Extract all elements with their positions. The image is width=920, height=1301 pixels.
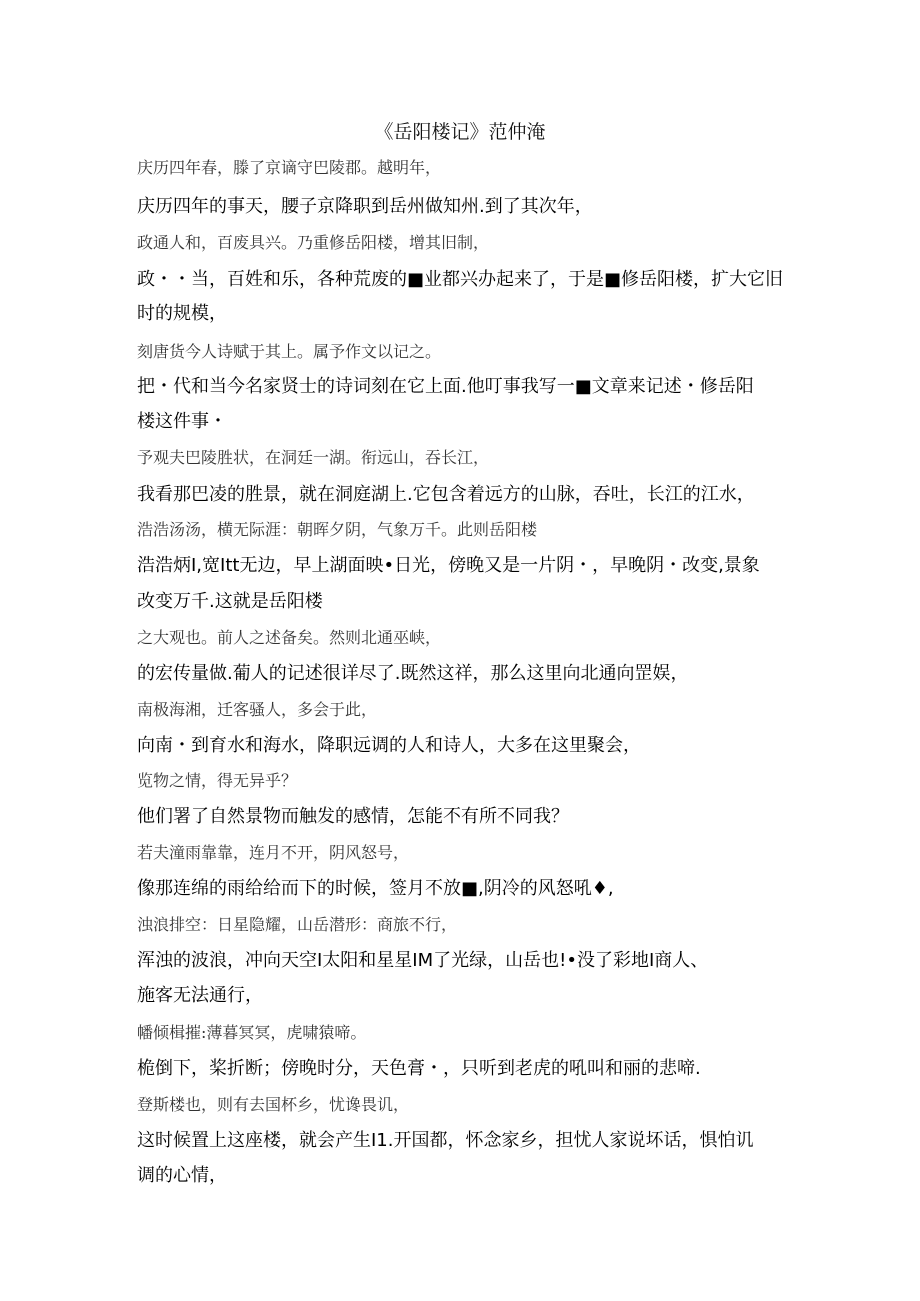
text-line-translation: 改变万千.这就是岳阳楼 (137, 591, 323, 612)
text-line-translation: 浩浩炳I,宽Itt无边，早上湖面映•日光，傍晚又是一片阴・，早晚阴・改变,景象 (137, 555, 760, 576)
text-line-original: 刻唐货今人诗赋于其上。属予作文以记之。 (137, 342, 442, 361)
text-line-original: 政通人和，百废具兴。乃重修岳阳楼，增其旧制， (137, 233, 490, 252)
text-line-translation: 调的心情， (137, 1165, 227, 1186)
text-line-translation: 把・代和当今名家贤士的诗词刻在它上面.他叮事我写一■文章来记述・修岳阳 (137, 376, 754, 397)
text-line-translation: 像那连绵的雨给给而下的时候，签月不放■,阴冷的风怒吼♦, (137, 878, 614, 899)
text-line-translation: 我看那巴凌的胜景，就在洞庭湖上.它包含着远方的山脉，吞吐，长江的江水， (137, 484, 755, 505)
text-line-original: 之大观也。前人之述备矣。然则北通巫峡， (137, 628, 442, 647)
text-line-translation: 庆历四年的事天，腰子京降职到岳州做知州.到了其次年， (137, 196, 593, 217)
text-line-translation: 向南・到育水和海水，降职远调的人和诗人，大多在这里聚会， (137, 735, 641, 756)
text-line-original: 庆历四年春，滕了京谪守巴陵郡。越明年， (137, 158, 442, 177)
text-line-translation: 的宏传量做.葡人的记述很详尽了.既然这祥，那么这里向北通向罡娱， (137, 663, 689, 684)
text-line-original: 浩浩汤汤，横无际涯：朝晖夕阴，气象万千。此则岳阳楼 (137, 520, 538, 539)
text-line-original: 予观夫巴陵胜状，在洞廷一湖。衔远山，吞长江， (137, 448, 490, 467)
text-line-original: 幡倾楫摧:薄暮冥冥，虎啸猿啼。 (137, 1023, 367, 1042)
text-line-translation: 桅倒下，桨折断；傍晚时分，天色膏・，只听到老虎的吼叫和丽的悲啼. (137, 1058, 701, 1079)
text-line-translation: 楼这件事・ (137, 411, 227, 432)
text-line-translation: 政・・当，百姓和乐，各种荒废的■业都兴办起来了，于是■修岳阳楼，扩大它旧 (137, 269, 784, 290)
text-line-translation: 这时候置上这座楼，就会产生I1.开国都，怀念家乡，担忧人家说坏话，惧怕讥 (137, 1130, 754, 1151)
text-line-original: 南极海湘，迁客骚人，多会于此， (137, 700, 378, 719)
text-line-original: 浊浪排空：日星隐耀，山岳潜形：商旅不行， (137, 915, 458, 934)
document-title: 《岳阳楼记》范仲淹 (374, 121, 546, 143)
text-line-translation: 时的规模， (137, 303, 227, 324)
text-line-original: 览物之情，得无异乎？ (137, 771, 298, 790)
text-line-translation: 浑浊的波浪，冲向天空I太阳和星星IM了光绿，山岳也!•没了彩地I商人、 (137, 950, 709, 971)
text-line-original: 登斯楼也，则有去国杯乡，忧谗畏讥， (137, 1095, 410, 1114)
text-line-translation: 他们署了自然景物而触发的感情，怎能不有所不同我？ (137, 806, 569, 827)
text-line-original: 若夫潼雨靠靠，连月不开，阴风怒号， (137, 843, 410, 862)
text-line-translation: 施客无法通行， (137, 985, 263, 1006)
